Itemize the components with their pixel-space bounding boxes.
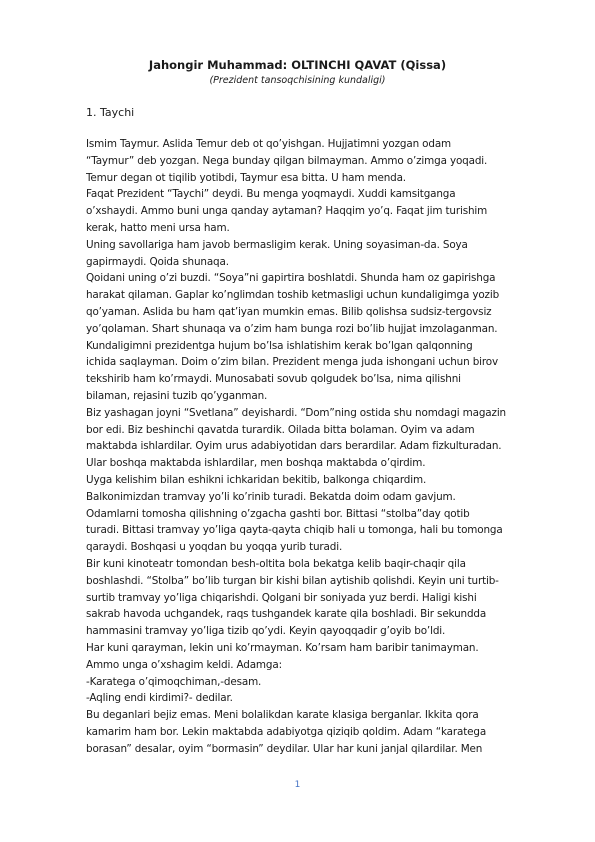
text-line: Biz yashagan joyni “Svetlana” deyishardi. “Dom”ning ostida shu nomdagi magazin (86, 406, 506, 419)
text-line: Odamlarni tomosha qilishning o’zgacha gashti bor. Bittasi “stolba”day qotib (86, 507, 470, 520)
text-line: Ismim Taymur. Aslida Temur deb ot qo’yishgan. Hujjatimni yozgan odam (86, 138, 452, 150)
text-line: sakrab havoda uchgandek, raqs tushgandek karate qila boshladi. Bir sekundda (86, 608, 487, 621)
text-line: kerak, hatto meni ursa ham. (86, 221, 230, 234)
text-line: Temur degan ot tiqilib yotibdi, Taymur esa bitta. U ham menda. (86, 171, 406, 184)
text-line: tekshirib ham ko’rmaydi. Munosabati sovub qolgudek bo’lsa, nima qilishni (86, 373, 461, 386)
page-number: 1 (294, 780, 301, 790)
text-line: kamarim ham bor. Lekin maktabda adabiyotga qiziqib qoldim. Adam “karatega (86, 725, 487, 738)
text-line: ichida saqlayman. Doim o’zim bilan. Prezident menga juda ishongani uchun birov (86, 356, 498, 369)
text-line: “Taymur” deb yozgan. Nega bunday qilgan bilmayman. Ammo o’zimga yoqadi. (86, 154, 488, 167)
text-line: qo’yaman. Aslida bu ham qat’iyan mumkin emas. Bilib qolishsa sudsiz-tergovsiz (86, 305, 492, 318)
body-text (86, 136, 516, 757)
text-line: gapirmaydi. Qoida shunaqa. (86, 255, 229, 268)
text-line: Balkonimizdan tramvay yo’li ko’rinib turadi. Bekatda doim odam gavjum. (86, 490, 456, 503)
document-title: Jahongir Muhammad: OLTINCHI QAVAT (Qissa) (148, 58, 447, 72)
text-line: Kundaligimni prezidentga hujum bo’lsa ishlatishim kerak bo’lgan qalqonning (86, 339, 473, 352)
text-line: -Karatega o’qimoqchiman,-desam. (86, 675, 262, 688)
text-line: Uning savollariga ham javob bermasligim kerak. Uning soyasiman-da. Soya (86, 238, 468, 251)
text-line: Bu deganlari bejiz emas. Meni bolalikdan karate klasiga berganlar. Ikkita qora (86, 709, 479, 722)
document-subtitle: (Prezident tansoqchisining kundaligi) (209, 75, 386, 86)
text-line: surtib tramvay yo’liga chiqarishdi. Qolgani bir soniyada yuz berdi. Haligi kishi (86, 591, 477, 604)
text-line: Har kuni qarayman, lekin uni ko’rmayman. Ko’rsam ham baribir tanimayman. (86, 641, 479, 654)
text-line: Bir kuni kinoteatr tomondan besh-oltita bola bekatga kelib baqir-chaqir qila (86, 557, 466, 570)
text-line: -Aqling endi kirdimi?- dedilar. (86, 692, 233, 705)
text-line: boshlashdi. “Stolba” bo’lib turgan bir kishi bilan aytishib qolishdi. Keyin uni turtib- (86, 574, 499, 587)
chapter-heading: 1. Taychi (86, 106, 135, 119)
text-line: borasan” desalar, oyim “bormasin” deydilar. Ular har kuni janjal qilardilar. Men (86, 742, 483, 755)
text-line: hammasini tramvay yo’liga tizib qo’ydi. Keyin qayoqqadir g’oyib bo’ldi. (86, 625, 446, 638)
text-line: Faqat Prezident “Taychi” deydi. Bu menga yoqmaydi. Xuddi kamsitganga (86, 188, 456, 201)
text-line: harakat qilaman. Gaplar ko’nglimdan toshib ketmasligi uchun kundaligimga yozib (86, 289, 500, 302)
text-line: o’xshaydi. Ammo buni unga qanday aytaman? Haqqim yo’q. Faqat jim turishim (86, 205, 488, 218)
text-line: yo’qolaman. Shart shunaqa va o’zim ham bunga rozi bo’lib hujjat imzolaganman. (86, 322, 498, 335)
text-line: turadi. Bittasi tramvay yo’liga qayta-qayta chiqib hali u tomonga, hali bu tomonga (86, 524, 503, 537)
text-line: Ular boshqa maktabda ishlardilar, men boshqa maktabda o’qirdim. (86, 457, 426, 470)
text-line: Qoidani uning o’zi buzdi. “Soya”ni gapirtira boshlatdi. Shunda ham oz gapirishga (86, 272, 496, 285)
text-line: maktabda ishlardilar. Oyim urus adabiyotidan dars berardilar. Adam fizkulturadan. (86, 440, 502, 453)
text-line: Uyga kelishim bilan eshikni ichkaridan bekitib, balkonga chiqardim. (86, 473, 427, 486)
text-line: Ammo unga o’xshagim keldi. Adamga: (86, 658, 282, 671)
text-line: bilaman, rejasini tuzib qo’yganman. (86, 389, 268, 402)
text-line: qaraydi. Boshqasi u yoqdan bu yoqqa yurib turadi. (86, 541, 343, 554)
text-line: bor edi. Biz beshinchi qavatda turardik. Oilada bitta bolaman. Oyim va adam (86, 423, 475, 436)
